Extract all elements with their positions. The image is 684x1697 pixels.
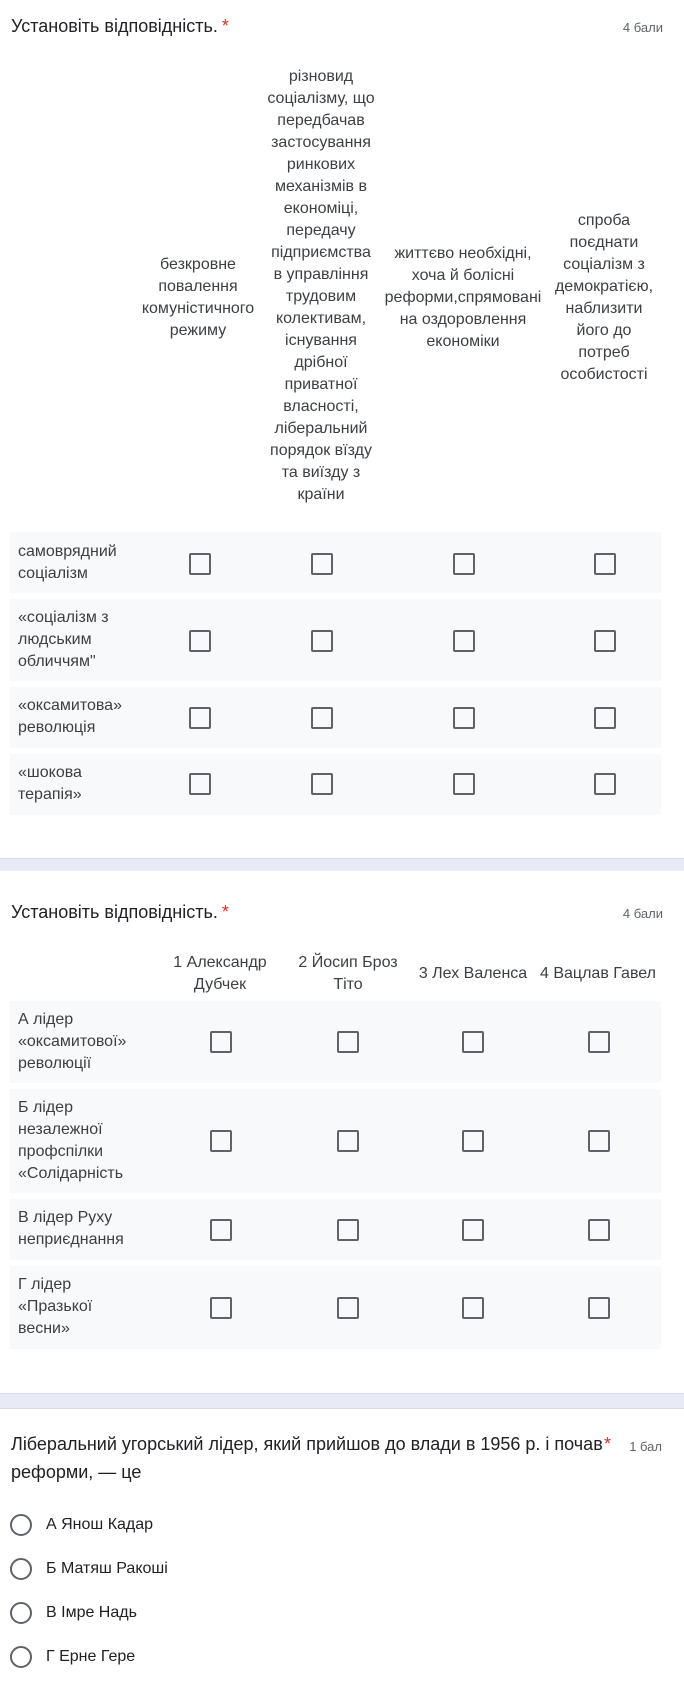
checkbox[interactable] <box>311 773 333 795</box>
points-label: 1 бал <box>629 1439 662 1454</box>
checkbox[interactable] <box>588 1031 610 1053</box>
checkbox[interactable] <box>210 1297 232 1319</box>
required-asterisk: * <box>221 902 229 922</box>
option-label: Б Матяш Ракоші <box>46 1560 168 1577</box>
checkbox[interactable] <box>210 1031 232 1053</box>
row-label: В лідер Руху неприєднання <box>18 1209 124 1248</box>
checkbox[interactable] <box>189 630 211 652</box>
row-label: самоврядний соціалізм <box>18 543 117 582</box>
checkbox[interactable] <box>453 630 475 652</box>
checkbox[interactable] <box>453 773 475 795</box>
checkbox[interactable] <box>337 1297 359 1319</box>
question-2 <box>0 871 684 1393</box>
checkbox[interactable] <box>337 1130 359 1152</box>
question-title <box>11 1430 611 1486</box>
checkbox[interactable] <box>453 553 475 575</box>
checkbox[interactable] <box>311 630 333 652</box>
checkbox[interactable] <box>462 1219 484 1241</box>
section-divider <box>0 858 684 872</box>
row-label: «шокова терапія» <box>18 764 82 803</box>
radio-option[interactable] <box>10 1598 137 1628</box>
row-label: Г лідер «Празької весни» <box>18 1276 93 1337</box>
row-label: Б лідер незалежної профспілки «Солідарність <box>18 1099 124 1182</box>
radio-option[interactable] <box>10 1642 135 1672</box>
checkbox[interactable] <box>337 1219 359 1241</box>
radio-button[interactable] <box>10 1514 32 1536</box>
question-title-text: Ліберальний угорський лідер, який прийшов до влади в 1956 р. і почав реформи, — це <box>11 1434 603 1482</box>
question-title <box>11 902 229 923</box>
option-label: А Янош Кадар <box>46 1516 154 1533</box>
radio-button[interactable] <box>10 1558 32 1580</box>
radio-option[interactable] <box>10 1554 168 1584</box>
checkbox[interactable] <box>311 553 333 575</box>
section-divider <box>0 1393 684 1409</box>
radio-button[interactable] <box>10 1602 32 1624</box>
column-header: 1 Александр Дубчек <box>173 954 267 993</box>
question-title-text: Установіть відповідність. <box>11 902 218 922</box>
required-asterisk: * <box>604 1434 612 1454</box>
column-header: безкровне повалення комуністичного режиму <box>141 256 255 339</box>
checkbox[interactable] <box>337 1031 359 1053</box>
points-label: 4 бали <box>622 906 663 921</box>
question-title-text: Установіть відповідність. <box>11 16 218 36</box>
checkbox[interactable] <box>594 773 616 795</box>
column-header: різновид соціалізму, що передбачав застосування ринкових механізмів в економіці, передачу підприємства в управління трудовим колективам, існування дрібної приватної власності, ліберальний порядок вїзду та виїзду з країни <box>267 68 375 503</box>
checkbox[interactable] <box>462 1297 484 1319</box>
points-label: 4 бали <box>622 20 663 35</box>
checkbox[interactable] <box>588 1297 610 1319</box>
required-asterisk: * <box>221 16 229 36</box>
question-title <box>11 16 229 37</box>
checkbox[interactable] <box>588 1130 610 1152</box>
row-label: «оксамитова» революція <box>18 697 122 736</box>
column-header: життєво необхідні, хоча й болісні реформи,спрямовані на оздоровлення економіки <box>384 245 542 350</box>
checkbox[interactable] <box>588 1219 610 1241</box>
checkbox[interactable] <box>453 707 475 729</box>
column-header: спроба поєднати соціалізм з демократією, наблизити його до потреб особистості <box>554 212 654 383</box>
option-label: Г Ерне Гере <box>46 1648 136 1665</box>
checkbox[interactable] <box>462 1031 484 1053</box>
column-header: 4 Вацлав Гавел <box>540 965 656 982</box>
checkbox[interactable] <box>210 1130 232 1152</box>
row-label: А лідер «оксамитової» революції <box>18 1011 127 1072</box>
column-header: 3 Лех Валенса <box>418 965 528 982</box>
checkbox[interactable] <box>210 1219 232 1241</box>
checkbox[interactable] <box>189 707 211 729</box>
checkbox[interactable] <box>189 553 211 575</box>
checkbox[interactable] <box>594 630 616 652</box>
radio-option[interactable] <box>10 1510 153 1540</box>
radio-button[interactable] <box>10 1646 32 1668</box>
checkbox[interactable] <box>189 773 211 795</box>
checkbox[interactable] <box>311 707 333 729</box>
column-header: 2 Йосип Броз Тіто <box>298 954 398 993</box>
checkbox[interactable] <box>594 707 616 729</box>
checkbox[interactable] <box>462 1130 484 1152</box>
checkbox[interactable] <box>594 553 616 575</box>
option-label: В Імре Надь <box>46 1604 137 1621</box>
row-label: «соціалізм з людським обличчям" <box>18 609 109 670</box>
